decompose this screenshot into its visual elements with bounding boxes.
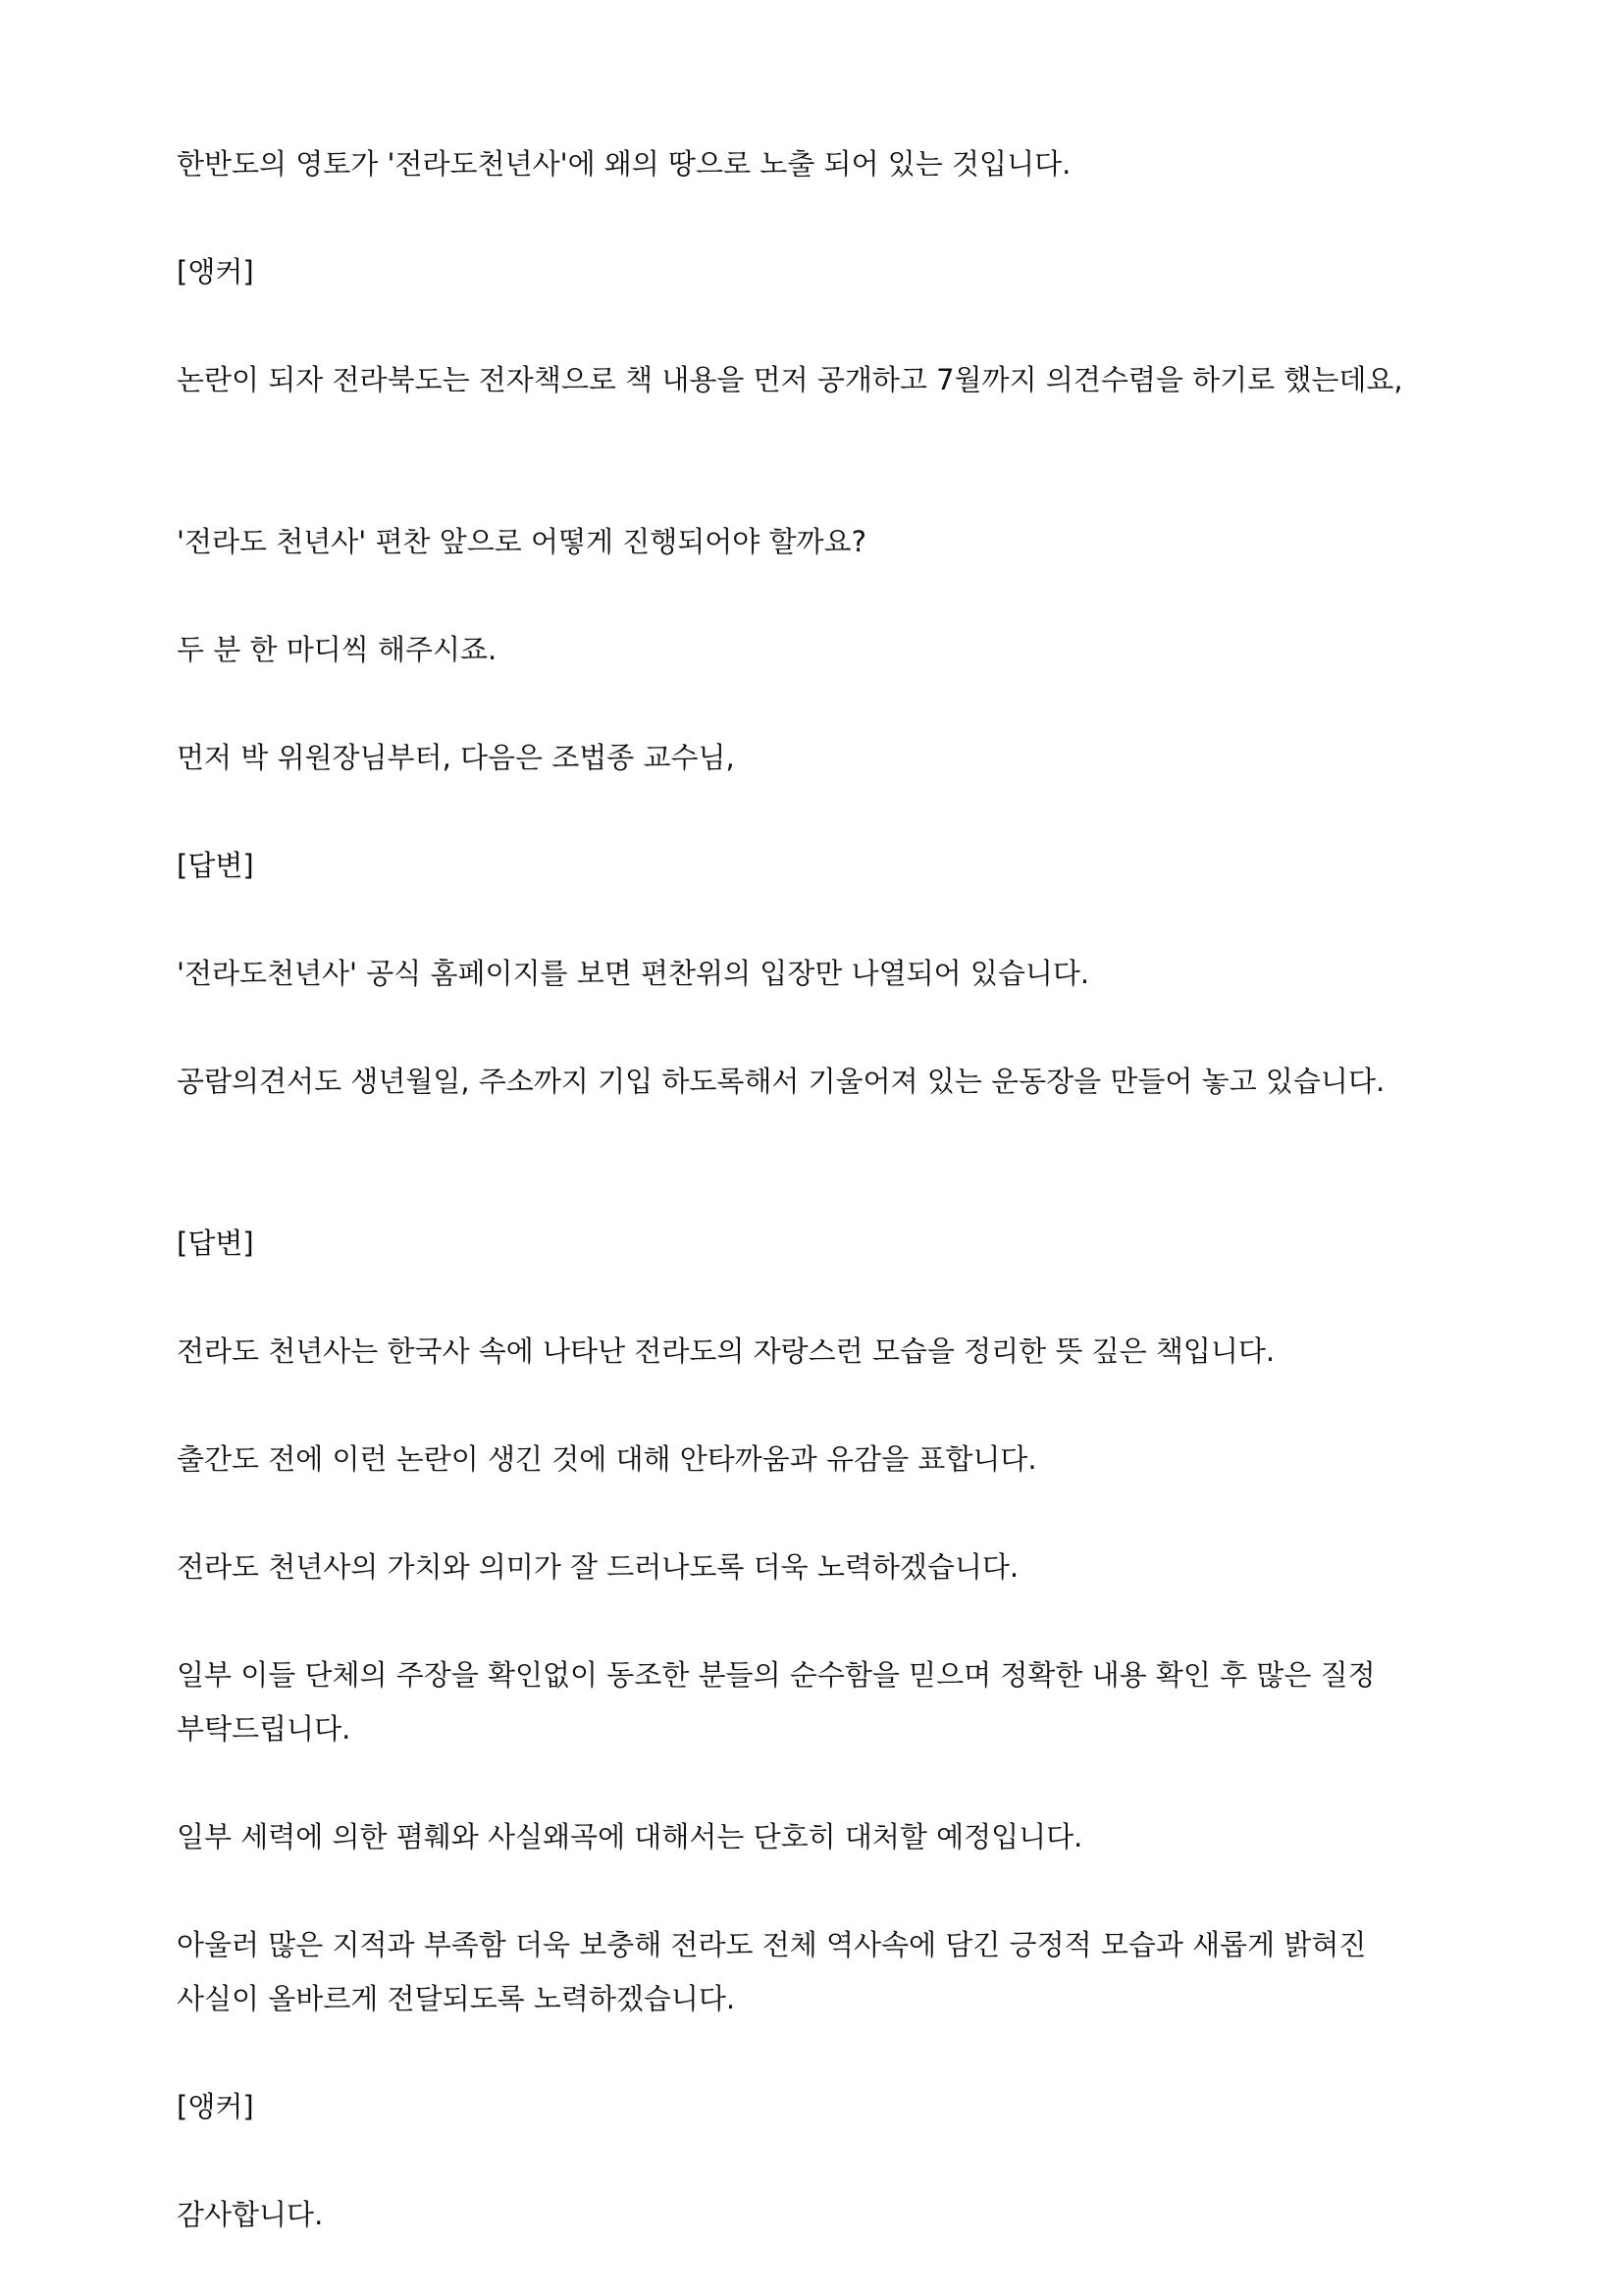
paragraph-answer2-line5: 일부 세력에 의한 폄훼와 사실왜곡에 대해서는 단호히 대처할 예정입니다. [177, 1820, 1083, 1853]
paragraph-anchor-question-1: 논란이 되자 전라북도는 전자책으로 책 내용을 먼저 공개하고 7월까지 의견수렴을 하기로 했는데요, [177, 363, 1403, 396]
speaker-label-anchor: [앵커] [177, 2090, 254, 2123]
speaker-label-answer: [답변] [177, 849, 254, 882]
paragraph-answer2-line6: 아울러 많은 지적과 부족함 더욱 보충해 전라도 전체 역사속에 담긴 긍정적 모습과 새롭게 밝혀진 사실이 올바르게 전달되도록 노력하겠습니다. [177, 1928, 1367, 2015]
paragraph-answer1-line2: 공람의견서도 생년월일, 주소까지 기입 하도록해서 기울어져 있는 운동장을 만들어 놓고 있습니다. [177, 1065, 1386, 1098]
transcript-body [177, 137, 1452, 2296]
speaker-label-anchor: [앵커] [177, 255, 254, 288]
paragraph-answer1-line1: '전라도천년사' 공식 홈페이지를 보면 편찬위의 입장만 나열되어 있습니다. [177, 957, 1090, 990]
paragraph-anchor-question-2: '전라도 천년사' 편찬 앞으로 어떻게 진행되어야 할까요? [177, 525, 866, 558]
paragraph-answer2-line1: 전라도 천년사는 한국사 속에 나타난 전라도의 자랑스런 모습을 정리한 뜻 깊은 책입니다. [177, 1334, 1276, 1368]
paragraph-anchor-question-3: 두 분 한 마디씩 해주시죠. [177, 633, 497, 666]
paragraph-closing: 감사합니다. [177, 2198, 324, 2231]
paragraph-anchor-question-4: 먼저 박 위원장님부터, 다음은 조법종 교수님, [177, 741, 735, 774]
speaker-label-answer: [답변] [177, 1226, 254, 1260]
paragraph-answer2-line4: 일부 이들 단체의 주장을 확인없이 동조한 분들의 순수함을 믿으며 정확한 내용 확인 후 많은 질정 부탁드립니다. [177, 1658, 1376, 1746]
paragraph-answer2-line2: 출간도 전에 이런 논란이 생긴 것에 대해 안타까움과 유감을 표합니다. [177, 1442, 1037, 1476]
paragraph-answer2-line3: 전라도 천년사의 가치와 의미가 잘 드러나도록 더욱 노력하겠습니다. [177, 1550, 1020, 1584]
paragraph-territory-exposure: 한반도의 영토가 '전라도천년사'에 왜의 땅으로 노출 되어 있는 것입니다. [177, 147, 1072, 181]
